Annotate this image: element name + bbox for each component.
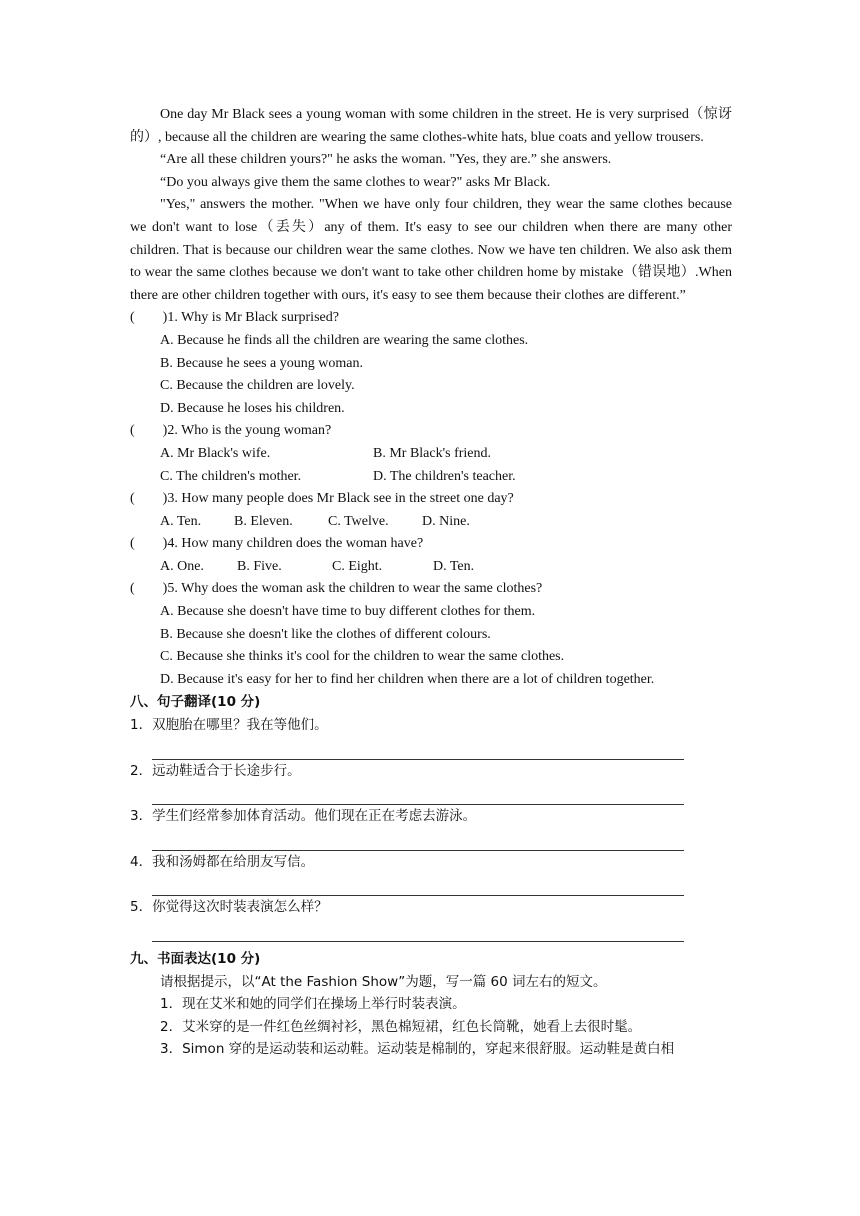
- question-stem: 3. How many people does Mr Black see in the street one day?: [167, 491, 514, 507]
- translation-item: 4．我和汤姆都在给朋友写信。: [130, 853, 315, 870]
- option: A. One.: [160, 558, 204, 574]
- option: C. The children's mother.: [160, 468, 302, 484]
- option: B. Mr Black's friend.: [373, 445, 492, 461]
- translation-item: 1．双胞胎在哪里？我在等他们。: [130, 717, 328, 734]
- question-5: [130, 578, 732, 601]
- option: B. Eleven.: [234, 513, 293, 529]
- question-stem: 2. Who is the young woman?: [167, 423, 332, 439]
- translation-item: 2．远动鞋适合于长途步行。: [130, 762, 301, 779]
- option: C. Eight.: [332, 558, 383, 574]
- option: A. Mr Black's wife.: [160, 445, 271, 461]
- option: D. Because he loses his children.: [160, 400, 345, 416]
- option-row: [160, 443, 732, 466]
- writing-prompt: 请根据提示，以“At the Fashion Show”为题，写一篇 60 词左右的短文。: [160, 973, 607, 990]
- document-content: [130, 104, 732, 1061]
- answer-line[interactable]: [152, 782, 684, 805]
- passage-paragraph-4: "Yes," answers the mother. "When we have only four children, they wear the same clothes because we don't want to lose（丢失）any of them. It's easy to see our children when there are many other children. That is because our children wear the same clothes. Now we have ten children. We also ask them to wear the same clothes because we don't want to take other children home by mistake（错误地）.When there are other children together with ours, it's easy to see them because their clothes are different.”: [130, 197, 732, 303]
- writing-hint: 2．艾米穿的是一件红色丝绸衬衫，黑色棉短裙，红色长筒靴，她看上去很时髦。: [160, 1018, 642, 1035]
- question-1: [130, 307, 732, 330]
- option: C. Because the children are lovely.: [160, 378, 355, 394]
- writing-hint: 1．现在艾米和她的同学们在操场上举行时装表演。: [160, 996, 466, 1013]
- answer-line[interactable]: [152, 873, 684, 896]
- question-stem: 5. Why does the woman ask the children to wear the same clothes?: [167, 581, 543, 597]
- passage-paragraph-2: “Are all these children yours?" he asks the woman. "Yes, they are.” she answers.: [160, 152, 612, 168]
- passage-paragraph-3: “Do you always give them the same clothes to wear?" asks Mr Black.: [160, 174, 551, 190]
- option: D. Ten.: [433, 558, 475, 574]
- answer-paren-close: ): [162, 581, 168, 597]
- translation-item: 5．你觉得这次时装表演怎么样？: [130, 899, 328, 916]
- option: B. Five.: [237, 558, 282, 574]
- answer-paren-close: ): [162, 310, 168, 326]
- section-8-title: 八、句子翻译(10 分): [130, 694, 261, 711]
- answer-line[interactable]: [152, 737, 684, 760]
- option: A. Because she doesn't have time to buy different clothes for them.: [160, 604, 536, 620]
- question-4: [130, 533, 732, 556]
- answer-paren-open: (: [130, 310, 135, 326]
- answer-paren-open: (: [130, 491, 135, 507]
- section-9-title: 九、书面表达(10 分): [130, 951, 261, 967]
- option: D. Nine.: [422, 513, 470, 529]
- passage-paragraph-1: One day Mr Black sees a young woman with some children in the street. He is very surprised（惊讶的）, because all the children are wearing the same clothes-white hats, blue coats and yellow trousers.: [130, 107, 732, 145]
- option: D. Because it's easy for her to find her children when there are a lot of children together.: [160, 671, 655, 687]
- translation-item: 3．学生们经常参加体育活动。他们现在正在考虑去游泳。: [130, 808, 477, 825]
- option-row: [160, 511, 732, 534]
- answer-paren-open: (: [130, 423, 135, 439]
- option: B. Because she doesn't like the clothes of different colours.: [160, 626, 491, 642]
- option: C. Twelve.: [328, 513, 389, 529]
- answer-paren-close: ): [162, 491, 168, 507]
- option: D. The children's teacher.: [373, 468, 516, 484]
- option: A. Because he finds all the children are wearing the same clothes.: [160, 332, 529, 348]
- answer-paren-open: (: [130, 536, 135, 552]
- question-3: [130, 488, 732, 511]
- writing-hint: 3．Simon 穿的是运动装和运动鞋。运动装是棉制的，穿起来很舒服。运动鞋是黄白相: [160, 1041, 675, 1058]
- answer-paren-close: ): [162, 423, 168, 439]
- question-stem: 1. Why is Mr Black surprised?: [167, 310, 339, 326]
- option-row: [160, 466, 732, 489]
- answer-paren-close: ): [162, 536, 168, 552]
- option: A. Ten.: [160, 513, 202, 529]
- option: C. Because she thinks it's cool for the children to wear the same clothes.: [160, 649, 565, 665]
- option: B. Because he sees a young woman.: [160, 355, 363, 371]
- answer-paren-open: (: [130, 581, 135, 597]
- question-stem: 4. How many children does the woman have?: [167, 536, 424, 552]
- option-row: [160, 556, 732, 579]
- question-2: [130, 420, 732, 443]
- answer-line[interactable]: [152, 919, 684, 942]
- answer-line[interactable]: [152, 828, 684, 851]
